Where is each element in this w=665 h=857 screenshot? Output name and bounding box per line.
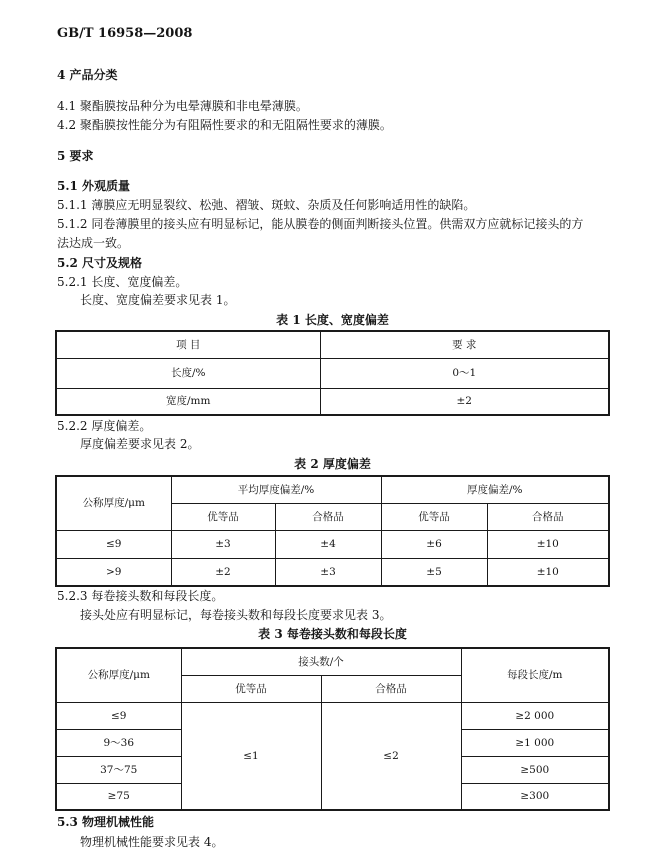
table3-cell-joints-premium: ≤1 xyxy=(181,702,321,810)
clause-5-3-text: 物理机械性能要求见表 4。 xyxy=(80,835,224,849)
table3-cell-joints-qualified: ≤2 xyxy=(321,702,461,810)
table3-header-row xyxy=(56,648,609,675)
clause-4-2: 4.2 聚酯膜按性能分为有阻隔性要求的和无阻隔性要求的薄膜。 xyxy=(57,118,392,132)
table3-cell: ≥300 xyxy=(461,783,609,810)
table2-subheader: 合格品 xyxy=(275,503,381,530)
table2-header-thickness: 公称厚度/μm xyxy=(56,476,171,530)
clause-4-1: 4.1 聚酯膜按品种分为电晕薄膜和非电晕薄膜。 xyxy=(57,99,308,113)
table3-cell: 37～75 xyxy=(56,756,181,783)
table3-cell: ≥75 xyxy=(56,783,181,810)
table2-cell: ±6 xyxy=(381,530,487,558)
table3-cell: ≥500 xyxy=(461,756,609,783)
table3-cell: ≤9 xyxy=(56,702,181,729)
table2-cell: ±3 xyxy=(275,558,381,586)
clause-5-2-1: 5.2.1 长度、宽度偏差。 xyxy=(57,275,188,289)
table1-header-requirement: 要 求 xyxy=(320,331,609,358)
table3-subheader: 优等品 xyxy=(181,675,321,702)
clause-5-2-3-text: 接头处应有明显标记，每卷接头数和每段长度要求见表 3。 xyxy=(80,608,392,622)
table3-caption: 表 3 每卷接头数和每段长度 xyxy=(258,627,407,641)
clause-5-1-2-line1: 5.1.2 同卷薄膜里的接头应有明显标记，能从膜卷的侧面判断接头位置。供需双方应就标记接头的方 xyxy=(57,217,584,231)
table1-header-row xyxy=(56,331,609,358)
table1-cell: 长度/% xyxy=(56,358,320,388)
table2-cell: >9 xyxy=(56,558,171,586)
table2-cell: ≤9 xyxy=(56,530,171,558)
table2-subheader: 优等品 xyxy=(381,503,487,530)
table3-header-length: 每段长度/m xyxy=(461,648,609,702)
clause-5-1-1: 5.1.1 薄膜应无明显裂纹、松弛、褶皱、斑蚊、杂质及任何影响适用性的缺陷。 xyxy=(57,198,476,212)
table1-cell: 宽度/mm xyxy=(56,388,320,415)
table3 xyxy=(55,647,610,811)
table3-cell: 9～36 xyxy=(56,729,181,756)
clause-5-3-heading: 5.3 物理机械性能 xyxy=(57,815,155,829)
clause-5-1-2-line2: 法达成一致。 xyxy=(57,236,130,250)
table2-subheader: 优等品 xyxy=(171,503,275,530)
table2-cell: ±5 xyxy=(381,558,487,586)
table3-cell: ≥2 000 xyxy=(461,702,609,729)
table-row xyxy=(56,530,609,558)
table3-header-joints: 接头数/个 xyxy=(181,648,461,675)
table2-cell: ±10 xyxy=(487,558,609,586)
clause-5-2-2: 5.2.2 厚度偏差。 xyxy=(57,419,152,433)
clause-5-2-1-text: 长度、宽度偏差要求见表 1。 xyxy=(80,293,236,307)
section-4-heading: 4 产品分类 xyxy=(57,68,118,82)
table2-header-row xyxy=(56,476,609,503)
table2 xyxy=(55,475,610,587)
table2-header-avg-deviation: 平均厚度偏差/% xyxy=(171,476,381,503)
table1-caption: 表 1 长度、宽度偏差 xyxy=(276,313,389,327)
table2-subheader: 合格品 xyxy=(487,503,609,530)
table2-cell: ±10 xyxy=(487,530,609,558)
clause-5-2-3: 5.2.3 每卷接头数和每段长度。 xyxy=(57,589,224,603)
table1-header-item: 项 目 xyxy=(56,331,320,358)
clause-5-1-heading: 5.1 外观质量 xyxy=(57,179,131,193)
table3-subheader: 合格品 xyxy=(321,675,461,702)
table-row xyxy=(56,388,609,415)
standard-code: GB/T 16958—2008 xyxy=(57,26,193,41)
table1-cell: ±2 xyxy=(320,388,609,415)
table1 xyxy=(55,330,610,416)
table2-header-deviation: 厚度偏差/% xyxy=(381,476,609,503)
table-row xyxy=(56,558,609,586)
table-row xyxy=(56,702,609,729)
table1-cell: 0～1 xyxy=(320,358,609,388)
table3-cell: ≥1 000 xyxy=(461,729,609,756)
table2-caption: 表 2 厚度偏差 xyxy=(294,457,371,471)
table2-cell: ±4 xyxy=(275,530,381,558)
table2-cell: ±2 xyxy=(171,558,275,586)
table2-cell: ±3 xyxy=(171,530,275,558)
table3-header-thickness: 公称厚度/μm xyxy=(56,648,181,702)
table-row xyxy=(56,358,609,388)
section-5-heading: 5 要求 xyxy=(57,149,94,163)
clause-5-2-2-text: 厚度偏差要求见表 2。 xyxy=(80,437,200,451)
clause-5-2-heading: 5.2 尺寸及规格 xyxy=(57,256,143,270)
